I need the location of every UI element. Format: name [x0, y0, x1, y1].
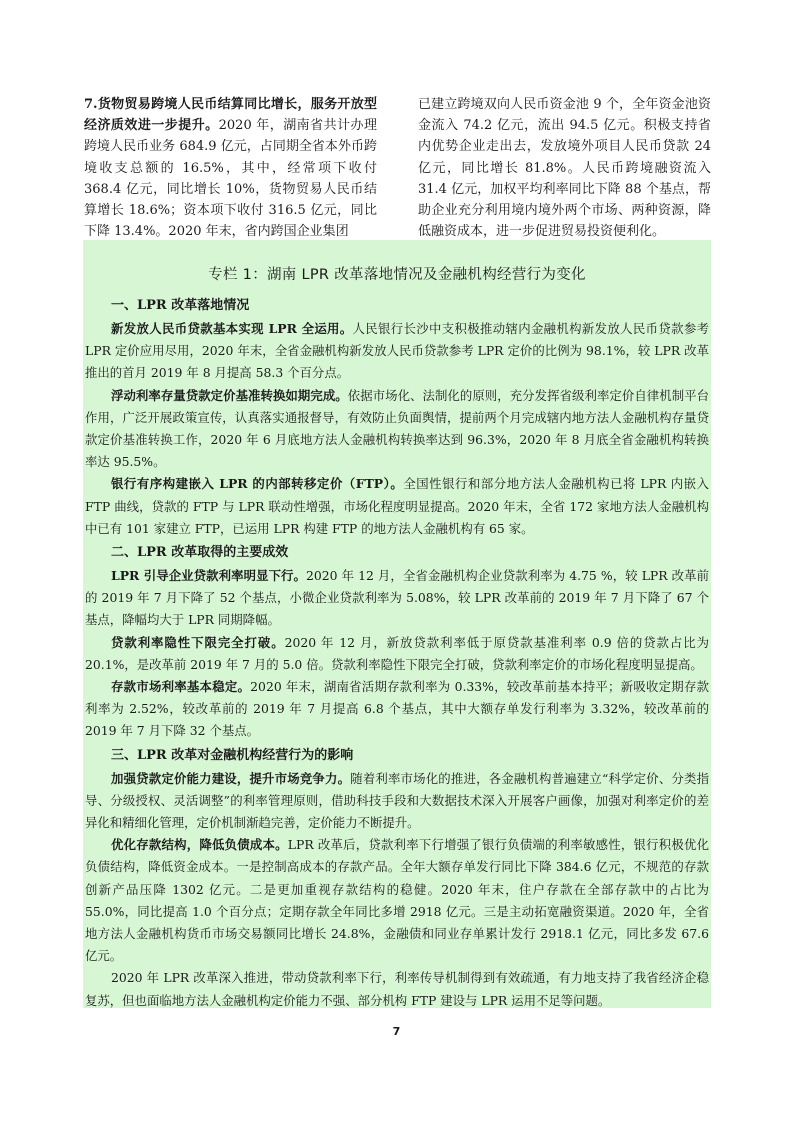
paragraph-text: LPR 改革后，贷款利率下行增强了银行负债端的利率敏感性，银行积极优化负债结构，降低资金成本。一是控制高成本的存款产品。全年大额存单发行同比下降 384.6 亿元，不规范的存款创新产品压降 1302 亿元。二是更加重视存款结构的稳健。2020 年末，住户存款在全部存款中的占比为 55.0%，同比提高 1.0 个百分点；定期存款全年同比多增 2918 亿元。三是主动拓宽融资渠道。2020 年，全省地方法人金融机构货币市场交易额同比增长 24.8%，金融债和同业存单累计发行 2918.1 亿元，同比多发 67.6 亿元。: [85, 837, 709, 964]
paragraph-lead: 银行有序构建嵌入 LPR 的内部转移定价（FTP）。: [111, 476, 404, 492]
paragraph: [85, 473, 709, 540]
paragraph-text: 依据市场化、法制化的原则，充分发挥省级利率定价自律机制平台作用，广泛开展政策宣传，认真落实通报督导，有效防止负面舆情，提前两个月完成辖内地方法人金融机构存量贷款定价基准转换工作，2020 年 6 月底地方法人金融机构转换率达到 96.3%，2020 年 8 月底全省金融机构转换率达 95.5%。: [85, 387, 710, 470]
paragraph: [85, 318, 709, 385]
paragraph-lead: 浮动利率存量贷款定价基准转换如期完成。: [111, 387, 348, 403]
paragraph-text: 随着利率市场化的推进，各金融机构普遍建立“科学定价、分类指导、分级授权、灵活调整”的利率管理原则，借助科技手段和大数据技术深入开展客户画像，加强对利率定价的差异化和精细化管理，定价机制渐趋完善，定价能力不断提升。: [85, 770, 709, 831]
section-lead-heading: 7.货物贸易跨境人民币结算同比增长，服务开放型经济质效进一步提升。: [84, 97, 377, 134]
summary-paragraph: [85, 967, 709, 1011]
paragraph: [85, 632, 709, 676]
paragraph-lead: 优化存款结构，降低负债成本。: [111, 837, 288, 853]
right-column: [418, 94, 711, 242]
paragraph: [85, 768, 709, 835]
column-box: [83, 240, 711, 1008]
right-column-text: 已建立跨境双向人民币资金池 9 个，全年资金池资金流入 74.2 亿元，流出 94.5 亿元。积极支持省内优势企业走出去，发放境外项目人民币贷款 24 亿元，同比增长 81.8%。人民币跨境融资流入 31.4 亿元，加权平均利率同比下降 88 个基点，帮助企业充分利用境内境外两个市场、两种资源，降低融资成本，进一步促进贸易投资便利化。: [418, 97, 711, 240]
paragraph: [85, 385, 709, 474]
paragraph: [85, 834, 709, 967]
page-number: 7: [392, 1025, 401, 1038]
left-column-text: 2020 年，湖南省共计办理跨境人民币业务 684.9 亿元，占同期全省本外币跨境收支总额的 16.5%，其中，经常项下收付 368.4 亿元，同比增长 10%，货物贸易人民币结算增长 18.6%；资本项下收付 316.5 亿元，同比下降 13.4%。2020 年末，省内跨国企业集团: [84, 118, 377, 240]
paragraph-lead: 贷款利率隐性下限完全打破。: [111, 634, 285, 650]
box-title: 专栏 1：湖南 LPR 改革落地情况及金融机构经营行为变化: [208, 267, 586, 283]
paragraph-lead: LPR 引导企业贷款利率明显下行。: [111, 568, 307, 584]
paragraph-text: 全国性银行和部分地方法人金融机构已将 LPR 内嵌入 FTP 曲线，贷款的 FTP 与 LPR 联动性增强，市场化程度明显提高。2020 年末，全省 172 家地方法人金融机构中已有 101 家建立 FTP，已运用 LPR 构建 FTP 的地方法人金融机构有 65 家。: [85, 476, 709, 536]
section-heading-2: 二、LPR 改革取得的主要成效: [111, 545, 289, 561]
paragraph-lead: 新发放人民币贷款基本实现 LPR 全运用。: [111, 321, 353, 336]
paragraph-text: 2020 年末，湖南省活期存款利率为 0.33%，较改革前基本持平；新吸收定期存款利率为 2.52%，较改革前的 2019 年 7 月提高 6.8 个基点，其中大额存单发行利率为 3.32%，较改革前的 2019 年 7 月下降 32 个基点。: [85, 679, 709, 739]
paragraph-text: 2020 年 12 月，全省金融机构企业贷款利率为 4.75 %，较 LPR 改革前的 2019 年 7 月下降了 52 个基点，小微企业贷款利率为 5.08%，较 LPR 改革前的 2019 年 7 月下降了 67 个基点，降幅均大于 LPR 同期降幅。: [85, 568, 709, 628]
section-heading-3: 三、LPR 改革对金融机构经营行为的影响: [111, 747, 354, 763]
paragraph-lead: 存款市场利率基本稳定。: [111, 679, 251, 695]
section-heading-1: 一、LPR 改革落地情况: [111, 298, 250, 313]
paragraph: [85, 565, 709, 632]
paragraph-text: 人民银行长沙中支积极推动辖内金融机构新发放人民币贷款参考 LPR 定价应用尽用，2020 年末，全省金融机构新发放人民币贷款参考 LPR 定价的比例为 98.1%，较 LPR 改革推出的首月 2019 年 8 月提高 58.3 个百分点。: [85, 321, 709, 381]
paragraph-text: 2020 年 LPR 改革深入推进，带动贷款利率下行，利率传导机制得到有效疏通，有力地支持了我省经济企稳复苏，但也面临地方法人金融机构定价能力不强、部分机构 FTP 建设与 LPR 运用不足等问题。: [85, 970, 709, 1008]
paragraph-text: 2020 年 12 月，新放贷款利率低于原贷款基准利率 0.9 倍的贷款占比为 20.1%，是改革前 2019 年 7 月的 5.0 倍。贷款利率隐性下限完全打破，贷款利率定价的市场化程度明显提高。: [85, 634, 710, 672]
paragraph-lead: 加强贷款定价能力建设，提升市场竞争力。: [111, 770, 351, 786]
left-column: [84, 94, 377, 242]
paragraph: [85, 676, 709, 743]
